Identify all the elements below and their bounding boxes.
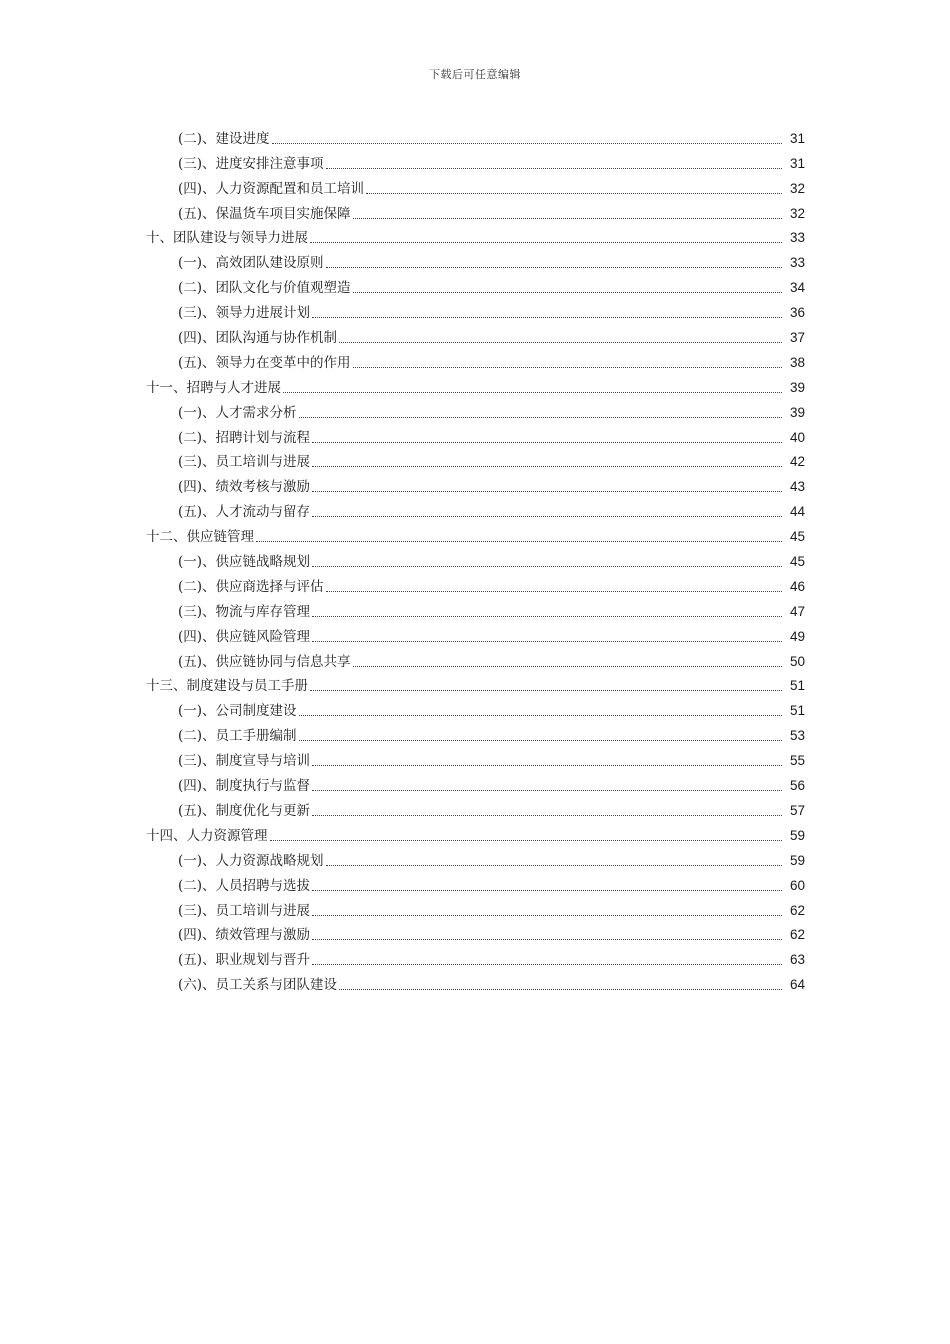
toc-entry-title: (四)、绩效考核与激励 xyxy=(178,479,311,496)
toc-dot-leader xyxy=(312,815,782,816)
toc-chapter-entry[interactable] xyxy=(0,225,950,250)
toc-page-number: 37 xyxy=(789,330,805,346)
toc-dot-leader xyxy=(353,666,782,667)
toc-page-number: 38 xyxy=(789,354,805,370)
toc-entry-title: (三)、物流与库存管理 xyxy=(178,603,311,620)
toc-section-entry[interactable] xyxy=(0,648,950,673)
toc-entry-title: (二)、招聘计划与流程 xyxy=(178,429,311,446)
toc-page-number: 39 xyxy=(789,379,805,395)
toc-page-number: 31 xyxy=(789,130,805,146)
toc-dot-leader xyxy=(299,715,782,716)
toc-entry-title: (四)、绩效管理与激励 xyxy=(178,927,311,944)
toc-section-entry[interactable] xyxy=(0,797,950,822)
toc-dot-leader xyxy=(270,840,783,841)
toc-page-number: 46 xyxy=(789,578,805,594)
toc-dot-leader xyxy=(312,566,782,567)
toc-section-entry[interactable] xyxy=(0,150,950,175)
toc-dot-leader xyxy=(326,865,782,866)
toc-section-entry[interactable] xyxy=(0,299,950,324)
toc-page-number: 59 xyxy=(789,852,805,868)
toc-dot-leader xyxy=(353,292,782,293)
toc-section-entry[interactable] xyxy=(0,125,950,150)
toc-section-entry[interactable] xyxy=(0,573,950,598)
toc-dot-leader xyxy=(312,765,782,766)
toc-page-number: 32 xyxy=(789,205,805,221)
toc-section-entry[interactable] xyxy=(0,971,950,996)
toc-section-entry[interactable] xyxy=(0,548,950,573)
toc-page-number: 53 xyxy=(789,728,805,744)
toc-entry-title: (五)、制度优化与更新 xyxy=(178,802,311,819)
toc-entry-title: (一)、人才需求分析 xyxy=(178,404,297,421)
toc-section-entry[interactable] xyxy=(0,598,950,623)
toc-section-entry[interactable] xyxy=(0,922,950,947)
toc-entry-title: (三)、进度安排注意事项 xyxy=(178,155,324,172)
toc-page-number: 57 xyxy=(789,802,805,818)
toc-entry-title: (二)、人员招聘与选拔 xyxy=(178,877,311,894)
toc-chapter-entry[interactable] xyxy=(0,523,950,548)
toc-section-entry[interactable] xyxy=(0,200,950,225)
toc-page-number: 40 xyxy=(789,429,805,445)
toc-section-entry[interactable] xyxy=(0,872,950,897)
toc-dot-leader xyxy=(339,989,782,990)
toc-entry-title: (二)、供应商选择与评估 xyxy=(178,578,324,595)
toc-entry-title: 十、团队建设与领导力进展 xyxy=(146,230,308,247)
toc-section-entry[interactable] xyxy=(0,722,950,747)
toc-page-number: 43 xyxy=(789,479,805,495)
toc-dot-leader xyxy=(312,964,782,965)
toc-dot-leader xyxy=(312,790,782,791)
toc-entry-title: (三)、制度宣导与培训 xyxy=(178,753,311,770)
toc-entry-title: (六)、员工关系与团队建设 xyxy=(178,977,338,994)
toc-entry-title: (五)、领导力在变革中的作用 xyxy=(178,354,351,371)
toc-page-number: 45 xyxy=(789,554,805,570)
toc-dot-leader xyxy=(299,417,782,418)
toc-page-number: 33 xyxy=(789,230,805,246)
toc-entry-title: (三)、员工培训与进展 xyxy=(178,454,311,471)
toc-section-entry[interactable] xyxy=(0,424,950,449)
toc-dot-leader xyxy=(326,267,782,268)
toc-entry-title: (四)、人力资源配置和员工培训 xyxy=(178,180,365,197)
toc-dot-leader xyxy=(256,541,782,542)
toc-dot-leader xyxy=(312,491,782,492)
toc-page-number: 31 xyxy=(789,155,805,171)
toc-chapter-entry[interactable] xyxy=(0,374,950,399)
toc-entry-title: 十二、供应链管理 xyxy=(146,529,254,546)
toc-page-number: 55 xyxy=(789,753,805,769)
toc-page-number: 62 xyxy=(789,927,805,943)
toc-section-entry[interactable] xyxy=(0,175,950,200)
toc-page-number: 56 xyxy=(789,778,805,794)
toc-page-number: 51 xyxy=(789,703,805,719)
toc-entry-title: (四)、团队沟通与协作机制 xyxy=(178,330,338,347)
toc-section-entry[interactable] xyxy=(0,498,950,523)
toc-dot-leader xyxy=(310,242,782,243)
toc-dot-leader xyxy=(326,168,782,169)
toc-page-number: 34 xyxy=(789,280,805,296)
toc-dot-leader xyxy=(339,342,782,343)
toc-dot-leader xyxy=(312,915,782,916)
toc-entry-title: (二)、建设进度 xyxy=(178,130,270,147)
toc-dot-leader xyxy=(312,890,782,891)
toc-dot-leader xyxy=(312,641,782,642)
toc-chapter-entry[interactable] xyxy=(0,673,950,698)
toc-entry-title: (一)、供应链战略规划 xyxy=(178,554,311,571)
toc-entry-title: (四)、供应链风险管理 xyxy=(178,628,311,645)
toc-page-number: 64 xyxy=(789,977,805,993)
toc-section-entry[interactable] xyxy=(0,697,950,722)
toc-section-entry[interactable] xyxy=(0,249,950,274)
toc-section-entry[interactable] xyxy=(0,747,950,772)
toc-entry-title: 十四、人力资源管理 xyxy=(146,827,268,844)
toc-entry-title: (二)、团队文化与价值观塑造 xyxy=(178,280,351,297)
toc-entry-title: (一)、高效团队建设原则 xyxy=(178,255,324,272)
toc-section-entry[interactable] xyxy=(0,772,950,797)
toc-dot-leader xyxy=(312,442,782,443)
toc-dot-leader xyxy=(272,143,782,144)
toc-page-number: 47 xyxy=(789,603,805,619)
toc-page-number: 59 xyxy=(789,827,805,843)
toc-section-entry[interactable] xyxy=(0,274,950,299)
table-of-contents xyxy=(0,125,950,996)
toc-dot-leader xyxy=(353,367,782,368)
toc-dot-leader xyxy=(283,392,782,393)
toc-page-number: 51 xyxy=(789,678,805,694)
toc-dot-leader xyxy=(312,516,782,517)
toc-dot-leader xyxy=(353,218,782,219)
toc-page-number: 39 xyxy=(789,404,805,420)
toc-section-entry[interactable] xyxy=(0,399,950,424)
toc-entry-title: 十三、制度建设与员工手册 xyxy=(146,678,308,695)
page-header: 下载后可任意编辑 xyxy=(429,68,521,81)
toc-page-number: 62 xyxy=(789,902,805,918)
toc-section-entry[interactable] xyxy=(0,473,950,498)
toc-dot-leader xyxy=(299,740,782,741)
toc-page-number: 42 xyxy=(789,454,805,470)
toc-entry-title: (一)、公司制度建设 xyxy=(178,703,297,720)
toc-page-number: 36 xyxy=(789,305,805,321)
toc-entry-title: (五)、职业规划与晋升 xyxy=(178,952,311,969)
toc-dot-leader xyxy=(326,591,782,592)
toc-entry-title: (三)、领导力进展计划 xyxy=(178,305,311,322)
toc-entry-title: (五)、人才流动与留存 xyxy=(178,504,311,521)
toc-section-entry[interactable] xyxy=(0,946,950,971)
toc-section-entry[interactable] xyxy=(0,449,950,474)
toc-page-number: 33 xyxy=(789,255,805,271)
toc-dot-leader xyxy=(312,466,782,467)
toc-entry-title: (四)、制度执行与监督 xyxy=(178,778,311,795)
toc-entry-title: (五)、保温货车项目实施保障 xyxy=(178,205,351,222)
toc-dot-leader xyxy=(310,690,782,691)
toc-dot-leader xyxy=(312,939,782,940)
toc-section-entry[interactable] xyxy=(0,324,950,349)
toc-page-number: 44 xyxy=(789,504,805,520)
toc-chapter-entry[interactable] xyxy=(0,822,950,847)
toc-entry-title: (三)、员工培训与进展 xyxy=(178,902,311,919)
toc-page-number: 45 xyxy=(789,529,805,545)
toc-dot-leader xyxy=(366,193,782,194)
toc-entry-title: (一)、人力资源战略规划 xyxy=(178,852,324,869)
toc-page-number: 63 xyxy=(789,952,805,968)
toc-entry-title: 十一、招聘与人才进展 xyxy=(146,379,281,396)
toc-page-number: 32 xyxy=(789,180,805,196)
toc-entry-title: (二)、员工手册编制 xyxy=(178,728,297,745)
toc-page-number: 50 xyxy=(789,653,805,669)
toc-dot-leader xyxy=(312,317,782,318)
toc-page-number: 49 xyxy=(789,628,805,644)
toc-section-entry[interactable] xyxy=(0,897,950,922)
toc-entry-title: (五)、供应链协同与信息共享 xyxy=(178,653,351,670)
toc-dot-leader xyxy=(312,616,782,617)
toc-section-entry[interactable] xyxy=(0,349,950,374)
toc-page-number: 60 xyxy=(789,877,805,893)
toc-section-entry[interactable] xyxy=(0,623,950,648)
toc-section-entry[interactable] xyxy=(0,847,950,872)
